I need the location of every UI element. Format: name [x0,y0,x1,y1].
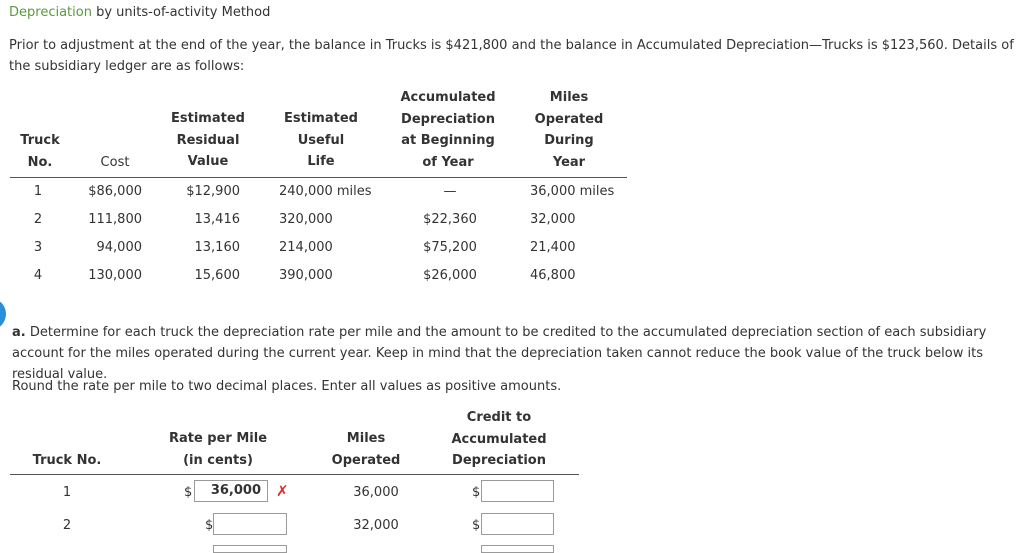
credit-depreciation-input[interactable] [481,480,554,502]
problem-title [9,5,270,20]
header-line: Residual [176,132,240,148]
truck-miles: 46,800 [530,268,576,283]
question-label: a. [12,325,26,340]
answer-truck-number: 2 [62,518,72,533]
header-line: Truck [20,133,60,148]
answer-truck-number: 1 [62,485,72,500]
truck-cost: 130,000 [88,268,142,283]
truck-miles: 32,000 [530,212,576,227]
currency-symbol: $ [205,518,214,533]
header-line: Truck No. [32,453,102,468]
header-line: Estimated [284,111,358,126]
question-text [12,322,1020,385]
title-rest: by units-of-activity Method [91,5,271,20]
ledger-header-miles [524,87,614,173]
truck-number: 1 [33,184,43,199]
answer-header-divider [10,474,579,475]
header-line: During [544,133,594,148]
truck-cost: $86,000 [88,184,142,199]
header-line: Miles [346,431,386,446]
truck-number: 3 [33,240,43,255]
instruction-text: Round the rate per mile to two decimal places. Enter all values as positive amounts. [12,379,562,394]
header-line: Accumulated [400,90,496,105]
answer-header-rate [158,428,278,471]
answer-miles-operated: 32,000 [353,518,399,533]
header-line: Depreciation [452,453,546,468]
ledger-header-cost [85,152,145,174]
credit-depreciation-input[interactable] [481,513,554,535]
currency-symbol: $ [472,518,481,533]
ledger-header-truck [10,130,70,173]
truck-life: 390,000 [279,268,333,283]
header-line: (in cents) [183,452,253,468]
answer-miles-operated: 36,000 [353,485,399,500]
ledger-header-residual [163,108,253,173]
rate-per-mile-input[interactable] [213,545,287,553]
header-line: Credit to [466,410,532,425]
truck-miles: 21,400 [530,240,576,255]
truck-accumulated: — [443,184,457,199]
title-link[interactable]: Depreciation [9,5,92,20]
question-body: Determine for each truck the depreciation rate per mile and the amount to be credited to the accumulated depreciation section of each subsidiary account for the miles operated during the current year. Keep in mind that the depreciation taken cannot reduce the book value of the truck below its residual value. [12,325,987,382]
truck-accumulated: $75,200 [423,240,477,255]
ledger-header-divider [10,177,627,178]
header-line: Depreciation [401,111,495,127]
header-line: Operated [331,452,401,468]
answer-header-miles [321,428,411,471]
truck-accumulated: $26,000 [423,268,477,283]
rate-per-mile-input[interactable]: 36,000 [194,480,268,502]
header-line: Life [307,154,335,169]
truck-accumulated: $22,360 [423,212,477,227]
truck-residual: 13,416 [194,212,240,227]
ledger-header-accumulated [393,87,503,173]
header-line: Accumulated [451,431,547,447]
truck-life: 214,000 [279,240,333,255]
header-line: of Year [422,154,474,170]
credit-depreciation-input[interactable] [481,545,554,553]
answer-header-credit [444,407,554,472]
truck-cost: 94,000 [96,240,142,255]
header-line: Operated [534,111,604,127]
header-line: Useful [297,132,345,148]
truck-residual: 13,160 [194,240,240,255]
header-line: Rate per Mile [168,431,268,446]
intro-paragraph: Prior to adjustment at the end of the year, the balance in Trucks is $421,800 and the balance in Accumulated Depreciation—Trucks is $123,560. Details of the subsidiary ledger are as follows: [9,38,1014,74]
header-line: Cost [100,155,130,170]
header-line: Estimated [171,111,245,126]
ledger-header-life [276,108,366,173]
truck-miles: 36,000 miles [530,184,615,199]
header-line: Miles [549,90,589,105]
answer-header-truck [22,450,112,472]
currency-symbol: $ [472,485,481,500]
currency-symbol: $ [184,485,193,500]
scroll-marker [0,298,6,330]
truck-residual: $12,900 [186,184,240,199]
rate-per-mile-input[interactable] [213,513,287,535]
truck-number: 4 [33,268,43,283]
truck-life: 320,000 [279,212,333,227]
header-line: No. [27,154,53,170]
truck-life: 240,000 miles [279,184,372,199]
truck-number: 2 [33,212,43,227]
header-line: at Beginning [401,133,495,148]
incorrect-x-icon: ✗ [276,482,289,500]
truck-residual: 15,600 [194,268,240,283]
truck-cost: 111,800 [88,212,142,227]
header-line: Value [187,154,229,169]
header-line: Year [552,154,586,170]
